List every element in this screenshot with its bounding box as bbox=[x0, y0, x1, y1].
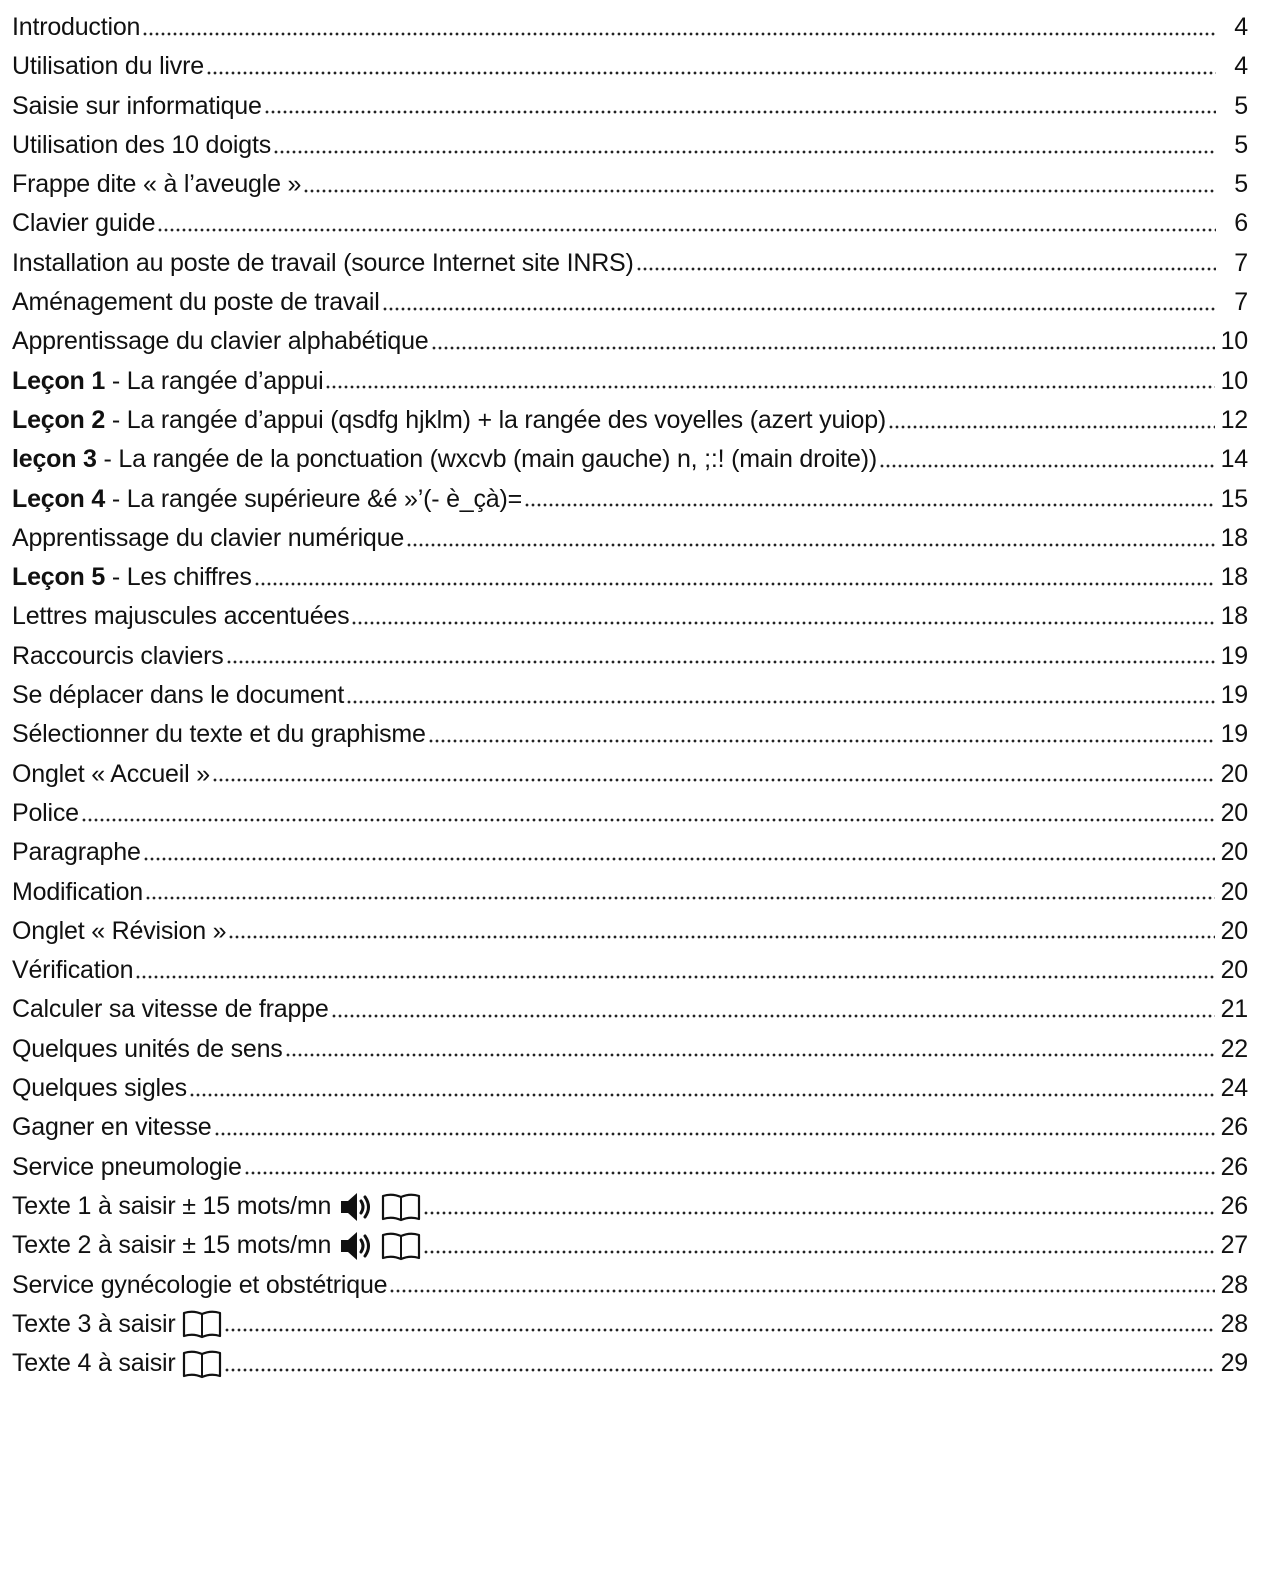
toc-entry-text: Vérification bbox=[12, 956, 134, 985]
dot-leader bbox=[145, 896, 1215, 900]
toc-entry[interactable] bbox=[12, 1305, 1248, 1344]
toc-entry-text: - La rangée d’appui bbox=[105, 366, 324, 395]
page-number: 26 bbox=[1220, 1113, 1248, 1142]
dot-leader bbox=[879, 464, 1215, 468]
toc-entry[interactable] bbox=[12, 1069, 1248, 1108]
lesson-label: Leçon 1 bbox=[12, 366, 106, 395]
toc-entry-title bbox=[12, 47, 204, 86]
dot-leader bbox=[888, 425, 1215, 429]
dot-leader bbox=[346, 700, 1214, 704]
toc-entry-text: - La rangée d’appui (qsdfg hjklm) + la rangée des voyelles (azert yuiop) bbox=[105, 405, 887, 434]
toc-entry-title bbox=[12, 440, 877, 479]
dot-leader bbox=[303, 189, 1216, 193]
toc-entry-text: Quelques unités de sens bbox=[12, 1034, 283, 1063]
toc-entry-text: Utilisation du livre bbox=[12, 52, 204, 81]
dot-leader bbox=[325, 385, 1214, 389]
dot-leader bbox=[228, 935, 1214, 939]
toc-entry-title bbox=[12, 1108, 212, 1147]
toc-entry[interactable] bbox=[12, 8, 1248, 47]
page-number: 5 bbox=[1234, 91, 1248, 120]
dot-leader bbox=[382, 307, 1216, 311]
toc-entry[interactable] bbox=[12, 519, 1248, 558]
toc-entry-title bbox=[12, 873, 143, 912]
dot-leader bbox=[142, 32, 1216, 36]
page-number: 7 bbox=[1234, 248, 1248, 277]
toc-entry[interactable] bbox=[12, 1148, 1248, 1187]
toc-entry-title bbox=[12, 597, 349, 636]
toc-entry-text: Onglet « Révision » bbox=[12, 916, 227, 945]
toc-entry-title bbox=[12, 912, 226, 951]
page-number: 18 bbox=[1220, 563, 1248, 592]
toc-entry[interactable] bbox=[12, 47, 1248, 86]
lesson-label: Leçon 2 bbox=[12, 405, 106, 434]
lesson-label: leçon 3 bbox=[12, 445, 97, 474]
toc-entry-text: Lettres majuscules accentuées bbox=[12, 602, 350, 631]
toc-entry[interactable] bbox=[12, 597, 1248, 636]
dot-leader bbox=[224, 1368, 1215, 1372]
page-number: 18 bbox=[1220, 602, 1248, 631]
toc-entry-title bbox=[12, 833, 141, 872]
page-number: 26 bbox=[1220, 1152, 1248, 1181]
toc-entry-title bbox=[12, 794, 79, 833]
book-icon bbox=[381, 1231, 421, 1261]
toc-entry[interactable] bbox=[12, 126, 1248, 165]
toc-entry-text: - La rangée supérieure &é »’(- è_çà)= bbox=[105, 484, 523, 513]
toc-entry-title bbox=[12, 204, 155, 243]
toc-entry-text: Quelques sigles bbox=[12, 1074, 187, 1103]
speaker-icon bbox=[339, 1190, 375, 1224]
page-number: 14 bbox=[1220, 445, 1248, 474]
toc-entry[interactable] bbox=[12, 362, 1248, 401]
dot-leader bbox=[428, 739, 1215, 743]
dot-leader bbox=[226, 660, 1215, 664]
page-number: 12 bbox=[1220, 405, 1248, 434]
toc-entry-title bbox=[12, 990, 329, 1029]
toc-entry[interactable] bbox=[12, 1344, 1248, 1383]
toc-entry[interactable] bbox=[12, 558, 1248, 597]
lesson-label: Leçon 4 bbox=[12, 484, 106, 513]
page-number: 20 bbox=[1220, 838, 1248, 867]
toc-entry-text: Texte 4 à saisir bbox=[12, 1349, 176, 1378]
toc-entry-title bbox=[12, 1305, 222, 1344]
toc-entry-title bbox=[12, 1187, 421, 1226]
toc-entry[interactable] bbox=[12, 676, 1248, 715]
toc-entry[interactable] bbox=[12, 1187, 1248, 1226]
dot-leader bbox=[285, 1053, 1215, 1057]
toc-entry[interactable] bbox=[12, 637, 1248, 676]
dot-leader bbox=[206, 71, 1216, 75]
page-number: 10 bbox=[1220, 366, 1248, 395]
toc-entry-title bbox=[12, 951, 133, 990]
toc-entry-title bbox=[12, 401, 886, 440]
toc-entry[interactable] bbox=[12, 715, 1248, 754]
toc-entry-text: Texte 2 à saisir ± 15 mots/mn bbox=[12, 1231, 332, 1260]
page-number: 5 bbox=[1234, 170, 1248, 199]
toc-entry[interactable] bbox=[12, 87, 1248, 126]
toc-entry-title bbox=[12, 558, 252, 597]
toc-entry[interactable] bbox=[12, 1108, 1248, 1147]
toc-entry-text: Texte 3 à saisir bbox=[12, 1309, 176, 1338]
toc-entry[interactable] bbox=[12, 165, 1248, 204]
toc-entry-text: Texte 1 à saisir ± 15 mots/mn bbox=[12, 1191, 332, 1220]
toc-entry[interactable] bbox=[12, 204, 1248, 243]
toc-entry-title bbox=[12, 1344, 222, 1383]
book-icon bbox=[182, 1349, 222, 1379]
toc-entry-text: Clavier guide bbox=[12, 209, 156, 238]
dot-leader bbox=[135, 975, 1214, 979]
toc-entry-title bbox=[12, 676, 344, 715]
toc-entry-title bbox=[12, 165, 301, 204]
toc-entry-text: Aménagement du poste de travail bbox=[12, 288, 380, 317]
lesson-label: Leçon 5 bbox=[12, 563, 106, 592]
toc-entry-title bbox=[12, 519, 404, 558]
speaker-icon bbox=[339, 1229, 375, 1263]
dot-leader bbox=[331, 1014, 1215, 1018]
toc-entry[interactable] bbox=[12, 873, 1248, 912]
toc-entry-title bbox=[12, 8, 140, 47]
page-number: 19 bbox=[1220, 720, 1248, 749]
dot-leader bbox=[389, 1289, 1214, 1293]
toc-entry[interactable] bbox=[12, 480, 1248, 519]
toc-entry-title bbox=[12, 87, 262, 126]
dot-leader bbox=[431, 346, 1215, 350]
book-icon bbox=[381, 1192, 421, 1222]
dot-leader bbox=[224, 1328, 1215, 1332]
toc-entry-text: Apprentissage du clavier alphabétique bbox=[12, 327, 429, 356]
toc-entry-text: Se déplacer dans le document bbox=[12, 681, 345, 710]
toc-entry[interactable] bbox=[12, 283, 1248, 322]
dot-leader bbox=[273, 150, 1216, 154]
toc-entry-title bbox=[12, 1069, 187, 1108]
page-number: 20 bbox=[1220, 759, 1248, 788]
toc-entry-text: Gagner en vitesse bbox=[12, 1113, 212, 1142]
page-number: 10 bbox=[1220, 327, 1248, 356]
dot-leader bbox=[423, 1211, 1214, 1215]
page-number: 22 bbox=[1220, 1034, 1248, 1063]
toc-entry[interactable] bbox=[12, 322, 1248, 361]
toc-entry[interactable] bbox=[12, 440, 1248, 479]
toc-entry-title bbox=[12, 1148, 242, 1187]
toc-entry-text: Calculer sa vitesse de frappe bbox=[12, 995, 329, 1024]
toc-entry-text: Frappe dite « à l’aveugle » bbox=[12, 170, 302, 199]
toc-entry[interactable] bbox=[12, 794, 1248, 833]
toc-entry[interactable] bbox=[12, 1266, 1248, 1305]
toc-entry-text: - Les chiffres bbox=[105, 563, 252, 592]
page-number: 26 bbox=[1220, 1191, 1248, 1220]
toc-entry[interactable] bbox=[12, 401, 1248, 440]
toc-entry-text: Raccourcis claviers bbox=[12, 641, 224, 670]
page-number: 4 bbox=[1234, 13, 1248, 41]
toc-entry-text: Service gynécologie et obstétrique bbox=[12, 1270, 388, 1299]
page-number: 4 bbox=[1234, 52, 1248, 81]
toc-entry[interactable] bbox=[12, 951, 1248, 990]
toc-entry-text: Installation au poste de travail (source Internet site INRS) bbox=[12, 248, 634, 277]
page-number: 29 bbox=[1220, 1349, 1248, 1378]
book-icon bbox=[182, 1309, 222, 1339]
toc-entry[interactable] bbox=[12, 833, 1248, 872]
toc-entry-title bbox=[12, 755, 210, 794]
page-number: 20 bbox=[1220, 798, 1248, 827]
toc-entry[interactable] bbox=[12, 755, 1248, 794]
toc-entry-title bbox=[12, 322, 429, 361]
toc-entry[interactable] bbox=[12, 990, 1248, 1029]
toc-entry-text: Utilisation des 10 doigts bbox=[12, 130, 272, 159]
toc-entry-text: Onglet « Accueil » bbox=[12, 759, 210, 788]
dot-leader bbox=[214, 1132, 1215, 1136]
toc-entry-title bbox=[12, 362, 323, 401]
page-number: 15 bbox=[1220, 484, 1248, 513]
page-number: 20 bbox=[1220, 916, 1248, 945]
toc-entry-title bbox=[12, 637, 224, 676]
page-number: 18 bbox=[1220, 523, 1248, 552]
toc-entry[interactable] bbox=[12, 244, 1248, 283]
toc-entry[interactable] bbox=[12, 1030, 1248, 1069]
dot-leader bbox=[254, 582, 1215, 586]
dot-leader bbox=[423, 1250, 1214, 1254]
dot-leader bbox=[636, 267, 1216, 271]
dot-leader bbox=[81, 818, 1215, 822]
dot-leader bbox=[189, 1093, 1215, 1097]
dot-leader bbox=[351, 621, 1214, 625]
toc-entry-text: Paragraphe bbox=[12, 838, 141, 867]
page-number: 28 bbox=[1220, 1270, 1248, 1299]
toc-entry-text: Sélectionner du texte et du graphisme bbox=[12, 720, 426, 749]
toc-entry-title bbox=[12, 715, 426, 754]
toc-entry-text: Police bbox=[12, 798, 79, 827]
page-number: 19 bbox=[1220, 641, 1248, 670]
page-number: 7 bbox=[1234, 288, 1248, 317]
toc-entry[interactable] bbox=[12, 1226, 1248, 1265]
dot-leader bbox=[157, 228, 1216, 232]
dot-leader bbox=[244, 1171, 1215, 1175]
page-number: 19 bbox=[1220, 681, 1248, 710]
toc-entry-title bbox=[12, 126, 271, 165]
toc-entry-title bbox=[12, 480, 522, 519]
toc-entry-text: Apprentissage du clavier numérique bbox=[12, 523, 405, 552]
toc-entry-text: Introduction bbox=[12, 13, 141, 41]
page-number: 5 bbox=[1234, 130, 1248, 159]
dot-leader bbox=[406, 543, 1215, 547]
toc-entry-title bbox=[12, 244, 634, 283]
toc-entry-title bbox=[12, 1266, 387, 1305]
page-number: 6 bbox=[1234, 209, 1248, 238]
dot-leader bbox=[524, 503, 1215, 507]
toc-entry-text: Saisie sur informatique bbox=[12, 91, 262, 120]
page-number: 24 bbox=[1220, 1074, 1248, 1103]
toc-entry-title bbox=[12, 1226, 421, 1265]
toc-entry[interactable] bbox=[12, 912, 1248, 951]
dot-leader bbox=[212, 778, 1215, 782]
page-number: 28 bbox=[1220, 1309, 1248, 1338]
dot-leader bbox=[264, 110, 1216, 114]
toc-entry-text: - La rangée de la ponctuation (wxcvb (main gauche) n, ;:! (main droite)) bbox=[96, 445, 877, 474]
page-number: 20 bbox=[1220, 877, 1248, 906]
page-number: 27 bbox=[1220, 1231, 1248, 1260]
toc-entry-title bbox=[12, 283, 380, 322]
dot-leader bbox=[143, 857, 1215, 861]
table-of-contents bbox=[12, 8, 1248, 1383]
toc-entry-text: Service pneumologie bbox=[12, 1152, 242, 1181]
page-number: 20 bbox=[1220, 956, 1248, 985]
toc-entry-title bbox=[12, 1030, 283, 1069]
toc-entry-text: Modification bbox=[12, 877, 143, 906]
page-number: 21 bbox=[1220, 995, 1248, 1024]
